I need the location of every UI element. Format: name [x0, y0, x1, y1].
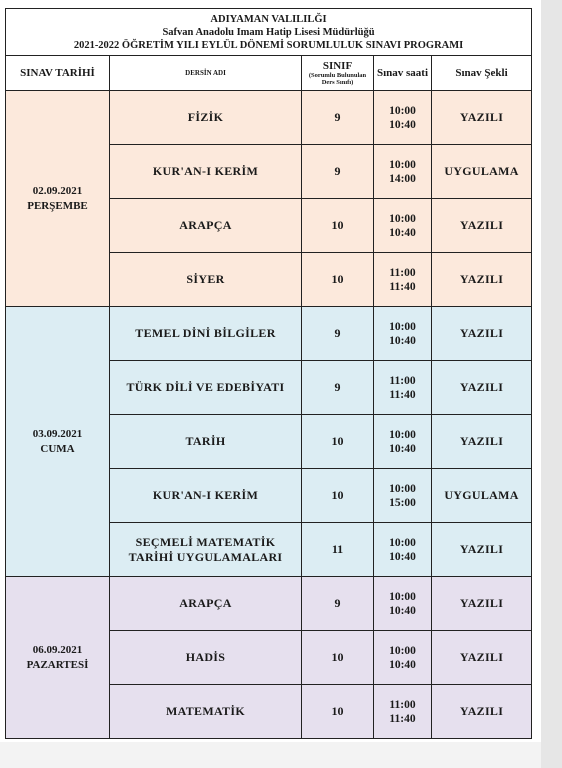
document-header [6, 9, 532, 56]
exam-start-time: 10:00 [389, 644, 416, 657]
exam-time [374, 91, 432, 145]
exam-end-time: 10:40 [389, 334, 416, 347]
exam-start-time: 10:00 [389, 536, 416, 549]
grade-level: 10 [302, 199, 374, 253]
course-name: ARAPÇA [110, 199, 302, 253]
col-header-exam-type: Sınav Şekli [432, 56, 532, 91]
exam-start-time: 10:00 [389, 158, 416, 171]
course-name: KUR'AN-I KERİM [110, 145, 302, 199]
course-name: HADİS [110, 631, 302, 685]
exam-time [374, 577, 432, 631]
exam-time [374, 469, 432, 523]
col-header-grade-note: (Sorumlu Bulunulan Ders Sınıfı) [308, 72, 367, 86]
course-name: TÜRK DİLİ VE EDEBİYATI [110, 361, 302, 415]
exam-start-time: 11:00 [389, 374, 416, 387]
col-header-exam-time: Sınav saati [374, 56, 432, 91]
exam-end-time: 10:40 [389, 226, 416, 239]
exam-time [374, 523, 432, 577]
exam-type: YAZILI [432, 523, 532, 577]
exam-type: YAZILI [432, 685, 532, 739]
grade-level: 9 [302, 91, 374, 145]
exam-date-cell [6, 91, 110, 307]
page-edge [541, 0, 562, 768]
exam-type: YAZILI [432, 631, 532, 685]
col-header-course-name: DERSİN ADI [110, 56, 302, 91]
header-school: Safvan Anadolu Imam Hatip Lisesi Müdürlüğü [162, 26, 375, 38]
exam-end-time: 10:40 [389, 442, 416, 455]
course-name: ARAPÇA [110, 577, 302, 631]
exam-date: 02.09.2021 [32, 184, 83, 197]
exam-type: UYGULAMA [432, 145, 532, 199]
exam-time [374, 307, 432, 361]
exam-type: YAZILI [432, 415, 532, 469]
exam-date: 06.09.2021 [32, 643, 83, 656]
course-name: TARİH [110, 415, 302, 469]
exam-start-time: 11:00 [389, 266, 416, 279]
exam-schedule-table [5, 8, 532, 739]
course-name: FİZİK [110, 91, 302, 145]
exam-start-time: 10:00 [389, 482, 416, 495]
table-row [6, 577, 532, 631]
grade-level: 10 [302, 469, 374, 523]
col-header-grade [302, 56, 374, 91]
exam-start-time: 10:00 [389, 320, 416, 333]
exam-end-time: 11:40 [389, 388, 416, 401]
exam-start-time: 10:00 [389, 590, 416, 603]
exam-end-time: 10:40 [389, 550, 416, 563]
grade-level: 9 [302, 361, 374, 415]
exam-date-cell [6, 307, 110, 577]
exam-start-time: 10:00 [389, 212, 416, 225]
exam-time [374, 631, 432, 685]
course-name: TEMEL DİNİ BİLGİLER [110, 307, 302, 361]
grade-level: 9 [302, 307, 374, 361]
exam-type: YAZILI [432, 577, 532, 631]
course-name: KUR'AN-I KERİM [110, 469, 302, 523]
document-header-row [6, 9, 532, 56]
table-row [6, 307, 532, 361]
page-bottom-margin [0, 742, 541, 768]
exam-day: CUMA [40, 442, 75, 455]
course-name: SEÇMELİ MATEMATİK TARİHİ UYGULAMALARI [110, 523, 302, 577]
grade-level: 10 [302, 253, 374, 307]
exam-end-time: 14:00 [389, 172, 416, 185]
exam-end-time: 10:40 [389, 604, 416, 617]
exam-time [374, 685, 432, 739]
exam-type: UYGULAMA [432, 469, 532, 523]
exam-day: PERŞEMBE [27, 199, 88, 212]
grade-level: 9 [302, 577, 374, 631]
course-name: MATEMATİK [110, 685, 302, 739]
exam-type: YAZILI [432, 253, 532, 307]
col-header-grade-label: SINIF [322, 60, 353, 72]
exam-time [374, 415, 432, 469]
exam-date: 03.09.2021 [32, 427, 83, 440]
header-governorship: ADIYAMAN VALILILĞI [210, 13, 327, 25]
exam-day: PAZARTESİ [26, 658, 89, 671]
exam-type: YAZILI [432, 199, 532, 253]
table-row [6, 91, 532, 145]
exam-time [374, 145, 432, 199]
exam-type: YAZILI [432, 91, 532, 145]
exam-time [374, 361, 432, 415]
exam-start-time: 11:00 [389, 698, 416, 711]
grade-level: 11 [302, 523, 374, 577]
header-program-title: 2021-2022 ÖĞRETİM YILI EYLÜL DÖNEMİ SORUMLULUK SINAVI PROGRAMI [73, 39, 464, 51]
col-header-exam-date: SINAV TARİHİ [6, 56, 110, 91]
grade-level: 10 [302, 631, 374, 685]
exam-type: YAZILI [432, 361, 532, 415]
column-header-row [6, 56, 532, 91]
grade-level: 10 [302, 415, 374, 469]
exam-start-time: 10:00 [389, 428, 416, 441]
exam-start-time: 10:00 [389, 104, 416, 117]
exam-end-time: 11:40 [389, 712, 416, 725]
exam-end-time: 10:40 [389, 658, 416, 671]
exam-end-time: 11:40 [389, 280, 416, 293]
exam-type: YAZILI [432, 307, 532, 361]
grade-level: 10 [302, 685, 374, 739]
exam-end-time: 15:00 [389, 496, 416, 509]
exam-date-cell [6, 577, 110, 739]
exam-end-time: 10:40 [389, 118, 416, 131]
course-name: SİYER [110, 253, 302, 307]
exam-time [374, 199, 432, 253]
exam-time [374, 253, 432, 307]
grade-level: 9 [302, 145, 374, 199]
